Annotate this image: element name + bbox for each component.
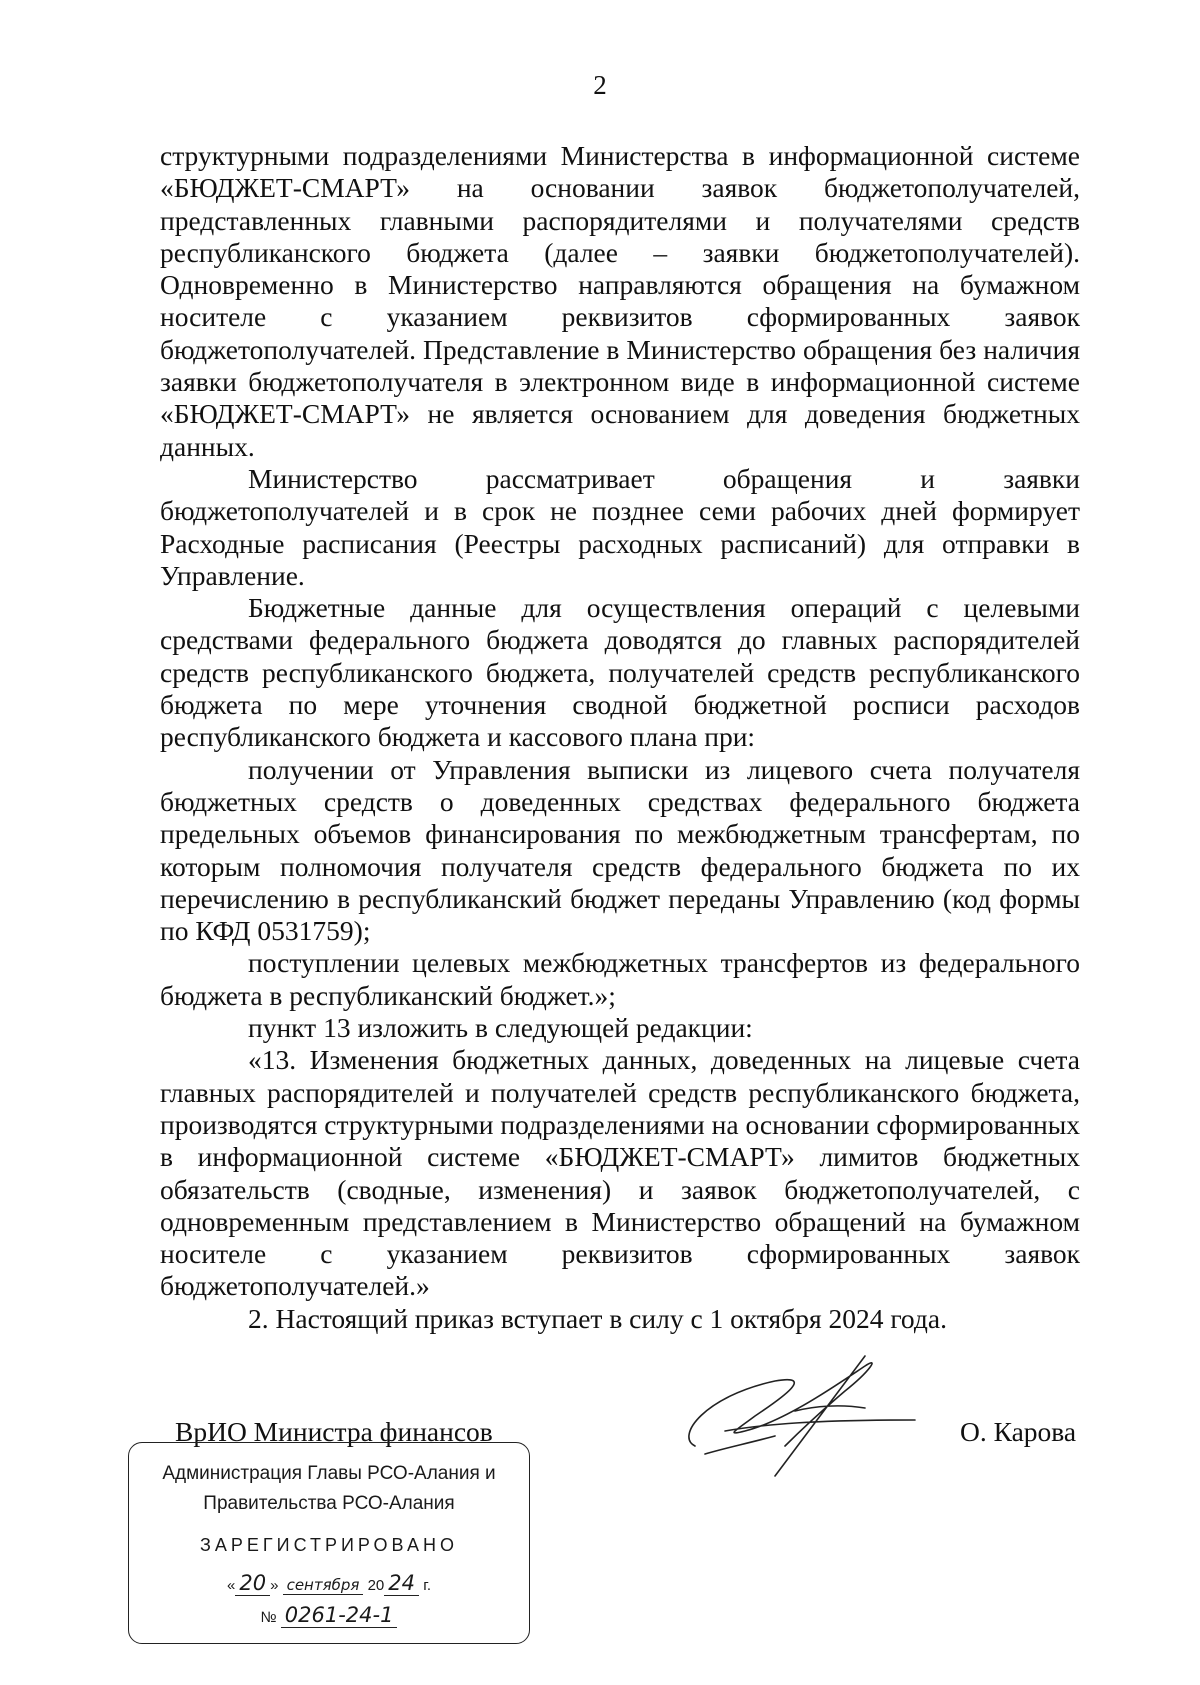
paragraph: «13. Изменения бюджетных данных, доведенных на лицевые счета главных распорядителей и получателей средств республиканского бюджета, производятся структурными подразделениями на основании сформированных в информационной системе «БЮДЖЕТ-СМАРТ» лимитов бюджетных обязательств (сводные, изменения) и заявок бюджетополучателей, с одновременным представлением в Министерство обращений на бумажном носителе с указанием реквизитов сформированных заявок бюджетополучателей.»	[160, 1044, 1080, 1302]
stamp-number: 0261-24-1	[281, 1603, 398, 1628]
stamp-month: сентября	[283, 1576, 364, 1595]
page-number: 2	[593, 70, 607, 100]
signer-name: О. Карова	[960, 1416, 1077, 1447]
paragraph: структурными подразделениями Министерства в информационной системе «БЮДЖЕТ-СМАРТ» на основании заявок бюджетополучателей, представленных главными распорядителями и получателями средств республиканского бюджета (далее – заявки бюджетополучателей). Одновременно в Министерство направляются обращения на бумажном носителе с указанием реквизитов сформированных заявок бюджетополучателей. Представление в Министерство обращения без наличия заявки бюджетополучателя в электронном виде в информационной системе «БЮДЖЕТ-СМАРТ» не является основанием для доведения бюджетных данных.	[160, 140, 1080, 462]
paragraph: 2. Настоящий приказ вступает в силу с 1 октября 2024 года.	[248, 1302, 947, 1334]
stamp-date-open-quote: «	[226, 1577, 236, 1594]
document-body	[160, 140, 1080, 1335]
stamp-organization-line1: Администрация Главы РСО-Алания и	[162, 1463, 496, 1484]
signer-title: ВрИО Министра финансов	[175, 1416, 493, 1447]
stamp-day: 20	[235, 1571, 270, 1596]
paragraph: поступлении целевых межбюджетных трансфертов из федерального бюджета в республиканский бюджет.»;	[160, 947, 1080, 1011]
stamp-date-close-quote: »	[270, 1577, 279, 1594]
stamp-organization-line2: Правительства РСО-Алания	[203, 1493, 455, 1514]
stamp-status: ЗАРЕГИСТРИРОВАНО	[200, 1535, 458, 1555]
stamp-number-label: №	[260, 1609, 277, 1626]
paragraph: Бюджетные данные для осуществления операций с целевыми средствами федерального бюджета доводятся до главных распорядителей средств республиканского бюджета, получателей средств республиканского бюджета по мере уточнения сводной бюджетной росписи расходов республиканского бюджета и кассового плана при:	[160, 592, 1080, 753]
paragraph: получении от Управления выписки из лицевого счета получателя бюджетных средств о доведенных средствах федерального бюджета предельных объемов финансирования по межбюджетным трансфертам, по которым полномочия получателя средств федерального бюджета по их перечислению в республиканский бюджет переданы Управлению (код формы по КФД 0531759);	[160, 753, 1080, 947]
stamp-year-prefix: 20	[367, 1577, 385, 1594]
stamp-number-line	[129, 1603, 529, 1627]
handwritten-signature	[665, 1336, 945, 1486]
paragraph: пункт 13 изложить в следующей редакции:	[248, 1012, 753, 1044]
stamp-date	[129, 1571, 529, 1595]
paragraph: Министерство рассматривает обращения и заявки бюджетополучателей и в срок не позднее семи рабочих дней формирует Расходные расписания (Реестры расходных расписаний) для отправки в Управление.	[160, 462, 1080, 591]
stamp-year-unit: г.	[423, 1577, 431, 1594]
stamp-year-suffix: 24	[384, 1571, 419, 1596]
registration-stamp	[128, 1442, 530, 1644]
